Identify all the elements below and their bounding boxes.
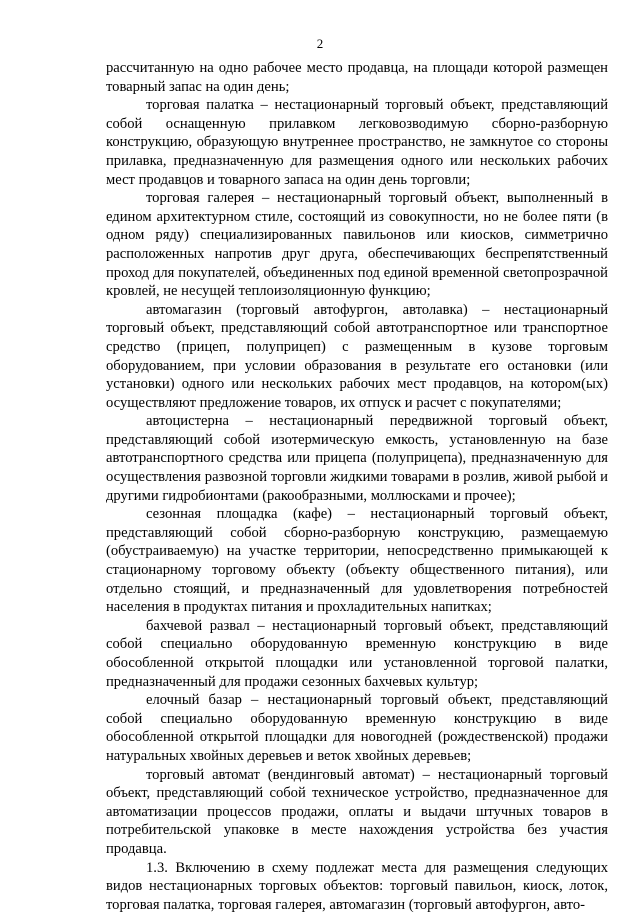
paragraph-tanker: автоцистерна – нестационарный передвижной торговый объект, представляющий собой изотермическую емкость, установленную на базе автотранспортного средства или прицепа (полуприцепа), предназначенную для осуществления развозной торговли жидкими товарами в розлив, живой рыбой и другими гидробионтами (ракообразными, моллюсками и прочее); bbox=[106, 413, 608, 504]
paragraph-vending-machine: торговый автомат (вендинговый автомат) – нестационарный торговый объект, представляющий собой техническое устройство, предназначенное для автоматизации процессов продажи, оплаты и выдачи штучных товаров в потребительской упаковке в месте нахождения устройства без участия продавца. bbox=[106, 766, 608, 857]
document-body bbox=[106, 59, 608, 914]
paragraph-christmas-tree-market: елочный базар – нестационарный торговый объект, представляющий собой специально оборудованную временную конструкцию в виде обособленной открытой площадки для новогодней (рождественской) продажи натуральных хвойных деревьев и веток хвойных деревьев; bbox=[106, 692, 608, 764]
page-number: 2 bbox=[316, 36, 324, 51]
paragraph-continuation: рассчитанную на одно рабочее место продавца, на площади которой размещен товарный запас на один день; bbox=[106, 60, 608, 95]
paragraph-seasonal-cafe: сезонная площадка (кафе) – нестационарный торговый объект, представляющий собой сборно-разборную конструкцию, размещаемую (обустраиваемую) на участке территории, непосредственно примыкающей к стационарному торговому объекту (объекту общественного питания), или отдельно стоящий, и предназначенный для удовлетворения потребностей населения в продуктах питания и прохладительных напитках; bbox=[106, 506, 608, 616]
paragraph-section-1-3: 1.3. Включению в схему подлежат места для размещения следующих видов нестационарных торговых объектов: торговый павильон, киоск, лоток, торговая палатка, торговая галерея, автомагазин (торговый автофургон, авто- bbox=[106, 859, 608, 913]
paragraph-trade-gallery: торговая галерея – нестационарный торговый объект, выполненный в едином архитектурном стиле, состоящий из совокупности, но не более пяти (в одном ряду) специализированных павильонов или киосков, симметрично расположенных напротив друг друга, обеспечивающих беспрепятственный проход для покупателей, объединенных под единой временной светопрозрачной кровлей, не несущей теплоизоляционную функцию; bbox=[106, 190, 608, 300]
paragraph-auto-shop: автомагазин (торговый автофургон, автолавка) – нестационарный торговый объект, представляющий собой автотранспортное или транспортное средство (прицеп, полуприцеп) с размещенным в кузове торговым оборудованием, при условии образования в результате его остановки (или установки) одного или нескольких рабочих мест продавцов, на котором(ых) осуществляют предложение товаров, их отпуск и расчет с покупателями; bbox=[106, 301, 608, 411]
paragraph-trade-tent: торговая палатка – нестационарный торговый объект, представляющий собой оснащенную прилавком легковозводимую сборно-разборную конструкцию, образующую внутреннее пространство, не замкнутое со стороны прилавка, предназначенную для размещения одного или нескольких рабочих мест продавцов и товарного запаса на один день торговли; bbox=[106, 97, 608, 188]
paragraph-melon-stall: бахчевой развал – нестационарный торговый объект, представляющий собой специально оборудованную временную конструкцию в виде обособленной открытой площадки или установленной торговой палатки, предназначенный для продажи сезонных бахчевых культур; bbox=[106, 617, 608, 690]
